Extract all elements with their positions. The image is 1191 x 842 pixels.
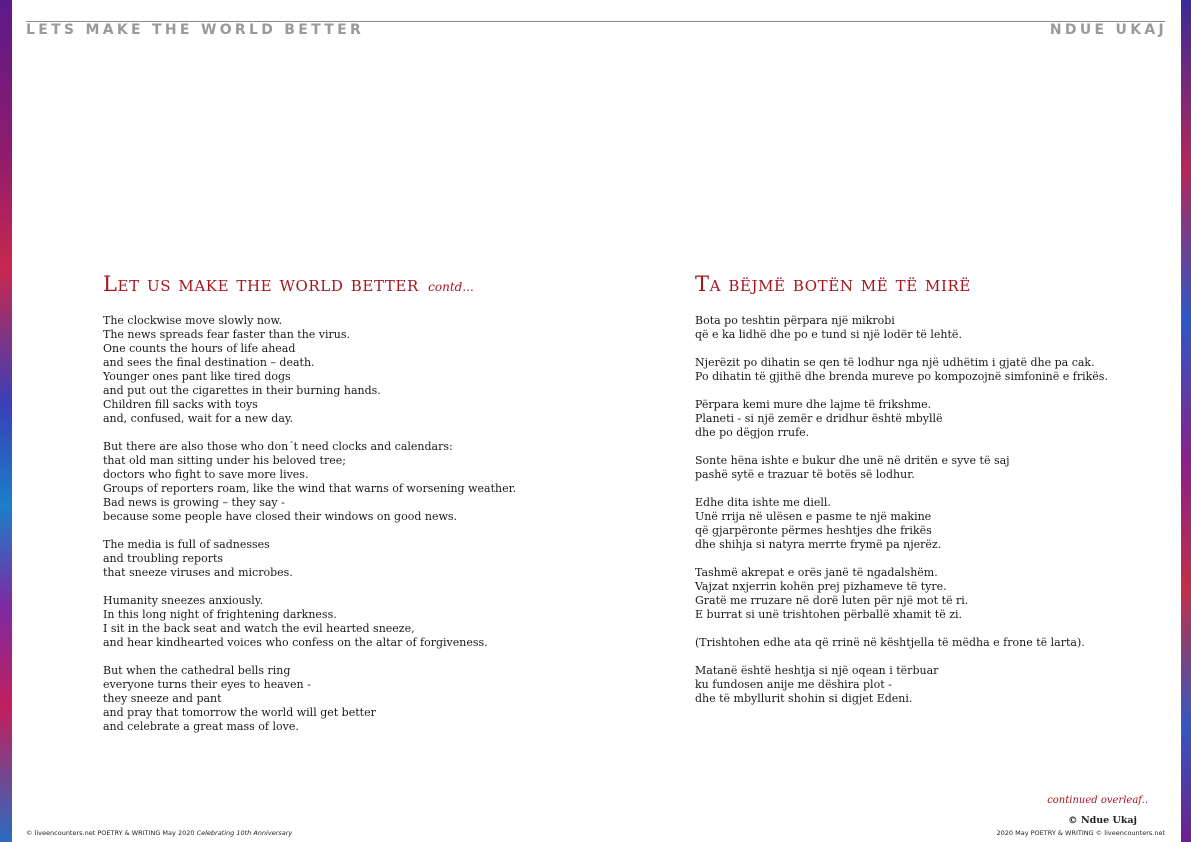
right-decorative-edge xyxy=(1181,0,1191,842)
poem-line: Bota po teshtin përpara një mikrobi xyxy=(695,314,895,327)
stanza xyxy=(103,314,573,426)
poem-line: doctors who fight to save more lives. xyxy=(103,468,309,481)
stanza xyxy=(695,454,1165,482)
poem-line: që gjarpëronte përmes heshtjes dhe frikës xyxy=(695,524,932,537)
poem-line: that old man sitting under his beloved tree; xyxy=(103,454,346,467)
footer-left-main: © liveencounters.net POETRY & WRITING May 2020 xyxy=(26,829,195,837)
stanza xyxy=(695,664,1165,706)
stanza xyxy=(695,356,1165,384)
stanza xyxy=(103,538,573,580)
poem-line: The news spreads fear faster than the virus. xyxy=(103,328,351,341)
albanian-poem-body xyxy=(695,314,1165,720)
poem-line: Përpara kemi mure dhe lajme të frikshme. xyxy=(695,398,932,411)
stanza xyxy=(103,594,573,650)
poem-line: One counts the hours of life ahead xyxy=(103,342,296,355)
poem-line: Njerëzit po dihatin se qen të lodhur nga një udhëtim i gjatë dhe pa cak. xyxy=(695,356,1095,369)
poem-line: and, confused, wait for a new day. xyxy=(103,412,294,425)
poem-line: and troubling reports xyxy=(103,552,224,565)
stanza xyxy=(695,496,1165,552)
poem-line: and put out the cigarettes in their burning hands. xyxy=(103,384,381,397)
poem-line: they sneeze and pant xyxy=(103,692,222,705)
poem-line: Vajzat nxjerrin kohën prej pizhameve të tyre. xyxy=(695,580,947,593)
poem-line: In this long night of frightening darkness. xyxy=(103,608,337,621)
poem-line: pashë sytë e trazuar të botës së lodhur. xyxy=(695,468,915,481)
author-credit: © Ndue Ukaj xyxy=(1068,815,1137,826)
stanza xyxy=(103,664,573,734)
poem-line: që e ka lidhë dhe po e tund si një lodër të lehtë. xyxy=(695,328,962,341)
albanian-poem-title: Ta bëjmë botën më të mirë xyxy=(695,272,971,296)
english-poem-title xyxy=(103,272,474,296)
poem-line: and pray that tomorrow the world will get better xyxy=(103,706,376,719)
poem-line: Humanity sneezes anxiously. xyxy=(103,594,264,607)
poem-line: and sees the final destination – death. xyxy=(103,356,315,369)
continued-overleaf: continued overleaf.. xyxy=(1047,795,1148,806)
poem-line: ku fundosen anije me dëshira plot - xyxy=(695,678,892,691)
contd-label: contd... xyxy=(428,280,474,294)
poem-line: Gratë me rruzare në dorë luten për një mot të ri. xyxy=(695,594,969,607)
poem-line: But there are also those who don´t need clocks and calendars: xyxy=(103,440,453,453)
poem-line: Younger ones pant like tired dogs xyxy=(103,370,291,383)
stanza xyxy=(695,636,1165,650)
poem-line: because some people have closed their windows on good news. xyxy=(103,510,458,523)
footer-left xyxy=(26,829,292,837)
poem-line: Edhe dita ishte me diell. xyxy=(695,496,831,509)
poem-line: Sonte hëna ishte e bukur dhe unë në dritën e syve të saj xyxy=(695,454,1010,467)
poem-line: I sit in the back seat and watch the evil hearted sneeze, xyxy=(103,622,415,635)
left-decorative-edge xyxy=(0,0,12,842)
running-header-author: NDUE UKAJ xyxy=(1049,22,1167,38)
poem-line: Bad news is growing – they say - xyxy=(103,496,285,509)
poem-line: (Trishtohen edhe ata që rrinë në kështjella të mëdha e frone të larta). xyxy=(695,636,1085,649)
poem-line: E burrat si unë trishtohen përballë xhamit të zi. xyxy=(695,608,963,621)
poem-line: Matanë është heshtja si një oqean i tërbuar xyxy=(695,664,939,677)
running-header-title: LETS MAKE THE WORLD BETTER xyxy=(26,22,365,38)
poem-line: that sneeze viruses and microbes. xyxy=(103,566,293,579)
poem-line: dhe po dëgjon rrufe. xyxy=(695,426,810,439)
poem-line: But when the cathedral bells ring xyxy=(103,664,291,677)
stanza xyxy=(103,440,573,524)
poem-line: dhe shihja si natyra merrte frymë pa njerëz. xyxy=(695,538,942,551)
english-poem-body xyxy=(103,314,573,748)
poem-line: and celebrate a great mass of love. xyxy=(103,720,299,733)
poem-line: Unë rrija në ulësen e pasme te një makine xyxy=(695,510,932,523)
poem-line: Groups of reporters roam, like the wind that warns of worsening weather. xyxy=(103,482,517,495)
poem-line: everyone turns their eyes to heaven - xyxy=(103,678,311,691)
poem-line: The clockwise move slowly now. xyxy=(103,314,283,327)
poem-line: Planeti - si një zemër e dridhur është mbyllë xyxy=(695,412,943,425)
poem-line: dhe të mbyllurit shohin si digjet Edeni. xyxy=(695,692,913,705)
poem-line: Children fill sacks with toys xyxy=(103,398,258,411)
english-title-text: Let us make the world better xyxy=(103,272,419,296)
poem-line: and hear kindhearted voices who confess on the altar of forgiveness. xyxy=(103,636,488,649)
stanza xyxy=(695,314,1165,342)
footer-left-italic: Celebrating 10th Anniversary xyxy=(196,829,293,837)
stanza xyxy=(695,566,1165,622)
poem-line: Tashmë akrepat e orës janë të ngadalshëm. xyxy=(695,566,938,579)
footer-right: 2020 May POETRY & WRITING © liveencounters.net xyxy=(996,829,1165,837)
stanza xyxy=(695,398,1165,440)
poem-line: The media is full of sadnesses xyxy=(103,538,270,551)
poem-line: Po dihatin të gjithë dhe brenda mureve po kompozojnë simfoninë e frikës. xyxy=(695,370,1108,383)
